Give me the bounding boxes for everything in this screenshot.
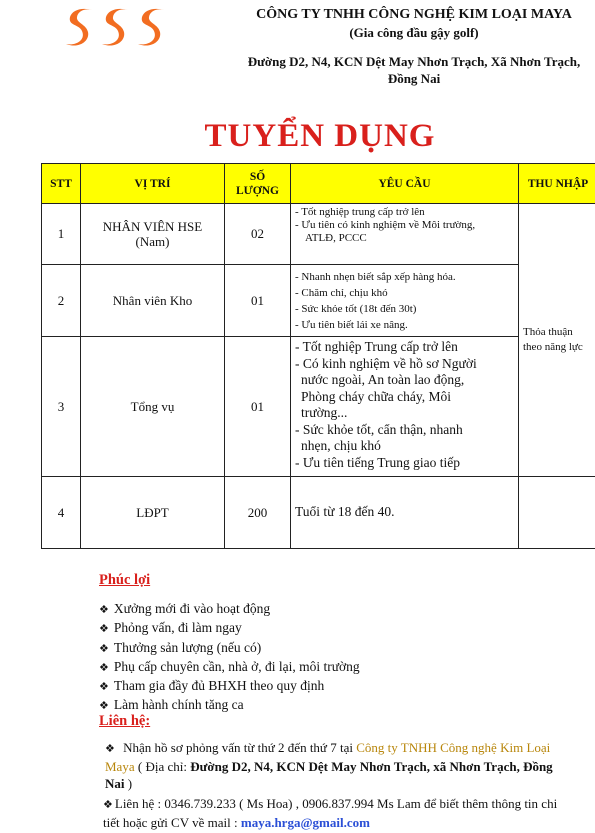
diamond-bullet-icon: ❖ bbox=[99, 699, 109, 713]
position-title: NHÂN VIÊN HSE bbox=[102, 219, 203, 234]
company-subtitle: (Gia công đầu gậy golf) bbox=[349, 25, 479, 40]
diamond-bullet-icon: ❖ bbox=[99, 680, 109, 694]
benefits-list bbox=[99, 600, 360, 716]
position-note: (Nam) bbox=[135, 234, 170, 249]
benefit-text: Xưởng mới đi vào hoạt động bbox=[113, 601, 271, 616]
header-quantity-line1: SỐ bbox=[249, 170, 266, 183]
diamond-bullet-icon: ❖ bbox=[99, 641, 109, 655]
contact-paragraph-1 bbox=[105, 739, 570, 793]
requirement-item: - Có kinh nghiệm về hồ sơ Người bbox=[295, 355, 477, 371]
row-position: LĐPT bbox=[81, 477, 225, 549]
benefit-text: Phụ cấp chuyên cần, nhà ở, đi lại, môi trường bbox=[113, 658, 360, 674]
contact-suffix: ) bbox=[124, 776, 133, 791]
income-empty-cell bbox=[519, 477, 595, 549]
header-quantity-line2: LƯỢNG bbox=[235, 184, 280, 197]
benefit-text: Phỏng vấn, đi làm ngay bbox=[113, 620, 242, 636]
header-quantity bbox=[225, 164, 291, 204]
row-stt: 3 bbox=[42, 337, 81, 477]
company-header bbox=[236, 6, 592, 87]
row-requirements bbox=[291, 265, 519, 337]
diamond-bullet-icon: ❖ bbox=[99, 603, 109, 616]
requirement-item: Tuổi từ 18 đến 40. bbox=[295, 504, 395, 520]
list-item bbox=[99, 619, 360, 638]
benefit-text: Thưởng sản lượng (nếu có) bbox=[113, 639, 262, 655]
income-line1: Thỏa thuận bbox=[523, 326, 573, 338]
requirement-item: - Tốt nghiệp Trung cấp trở lên bbox=[295, 339, 458, 354]
table-header-row bbox=[42, 164, 595, 204]
diamond-bullet-icon: ❖ bbox=[103, 798, 113, 811]
requirement-item: - Sức khỏe tốt, cẩn thận, nhanh bbox=[295, 421, 463, 437]
income-cell bbox=[519, 204, 595, 477]
list-item bbox=[99, 639, 360, 658]
row-position: Tổng vụ bbox=[81, 337, 225, 477]
address-label: ( Địa chỉ: bbox=[134, 758, 191, 774]
benefit-text: Tham gia đầy đủ BHXH theo quy định bbox=[113, 678, 325, 694]
requirement-item: - Ưu tiên có kinh nghiệm về Môi trường, bbox=[295, 219, 476, 231]
list-item bbox=[99, 658, 360, 677]
benefit-text: Làm hành chính tăng ca bbox=[113, 697, 244, 713]
row-stt: 4 bbox=[42, 477, 81, 549]
table-row bbox=[42, 337, 595, 477]
contact-title: Liên hệ: bbox=[99, 713, 151, 729]
requirement-item: - Tốt nghiệp trung cấp trở lên bbox=[295, 206, 425, 218]
row-stt: 2 bbox=[42, 265, 81, 337]
company-name: CÔNG TY TNHH CÔNG NGHỆ KIM LOẠI MAYA bbox=[256, 7, 572, 22]
requirement-item: - Ưu tiên tiếng Trung giao tiếp bbox=[295, 454, 460, 470]
row-requirements bbox=[291, 477, 519, 549]
requirement-item: nước ngoài, An toàn lao động, bbox=[301, 372, 465, 387]
requirement-item: trường... bbox=[301, 405, 348, 420]
company-logo bbox=[52, 4, 174, 50]
row-quantity: 02 bbox=[225, 204, 291, 265]
header-income: THU NHẬP bbox=[519, 164, 595, 204]
table-row bbox=[42, 204, 595, 265]
company-link[interactable]: Công ty TNHH Công nghệ Kim Loại Maya bbox=[105, 740, 551, 774]
company-address: Đường D2, N4, KCN Dệt May Nhơn Trạch, Xã Nhơn Trạch, Đồng Nai bbox=[247, 54, 581, 86]
requirement-item: - Ưu tiên biết lái xe nâng. bbox=[295, 319, 408, 331]
page-title: TUYỂN DỤNG bbox=[204, 118, 436, 154]
diamond-bullet-icon: ❖ bbox=[99, 660, 109, 674]
row-requirements bbox=[291, 337, 519, 477]
job-table bbox=[41, 163, 595, 549]
table-row bbox=[42, 265, 595, 337]
requirement-item: ATLĐ, PCCC bbox=[305, 232, 367, 244]
contact-prefix: Nhận hồ sơ phỏng vấn từ thứ 2 đến thứ 7 tại bbox=[123, 740, 357, 755]
requirement-item: - Nhanh nhẹn biết sắp xếp hàng hóa. bbox=[295, 271, 456, 283]
row-position: Nhân viên Kho bbox=[81, 265, 225, 337]
list-item bbox=[99, 677, 360, 696]
row-quantity: 01 bbox=[225, 265, 291, 337]
requirement-item: nhẹn, chịu khó bbox=[301, 438, 381, 453]
requirement-item: Phòng cháy chữa cháy, Môi bbox=[301, 388, 452, 404]
contact-phone-text: Liên hệ : 0346.739.233 ( Ms Hoa) , 0906.837.994 Ms Lam để biết thêm thông tin chi tiết hoặc gửi CV về mail : bbox=[103, 796, 558, 830]
row-stt: 1 bbox=[42, 204, 81, 265]
requirement-item: - Chăm chỉ, chịu khó bbox=[295, 287, 388, 299]
header-position: VỊ TRÍ bbox=[81, 164, 225, 204]
diamond-bullet-icon: ❖ bbox=[105, 742, 115, 755]
contact-address: Đường D2, N4, KCN Dệt May Nhơn Trạch, xã Nhơn Trạch, Đồng Nai bbox=[105, 758, 553, 791]
income-line2: theo năng lực bbox=[523, 341, 583, 353]
header-stt: STT bbox=[42, 164, 81, 204]
row-requirements bbox=[291, 204, 519, 265]
diamond-bullet-icon: ❖ bbox=[99, 622, 109, 636]
header-requirements: YÊU CẦU bbox=[291, 164, 519, 204]
row-position bbox=[81, 204, 225, 265]
contact-paragraph-2 bbox=[103, 795, 573, 831]
table-row bbox=[42, 477, 595, 549]
row-quantity: 01 bbox=[225, 337, 291, 477]
row-quantity: 200 bbox=[225, 477, 291, 549]
email-link[interactable]: maya.hrga@gmail.com bbox=[240, 814, 370, 830]
benefits-title: Phúc lợi bbox=[99, 572, 151, 588]
list-item bbox=[99, 600, 360, 619]
requirement-item: - Sức khỏe tốt (18t đến 30t) bbox=[295, 303, 417, 315]
